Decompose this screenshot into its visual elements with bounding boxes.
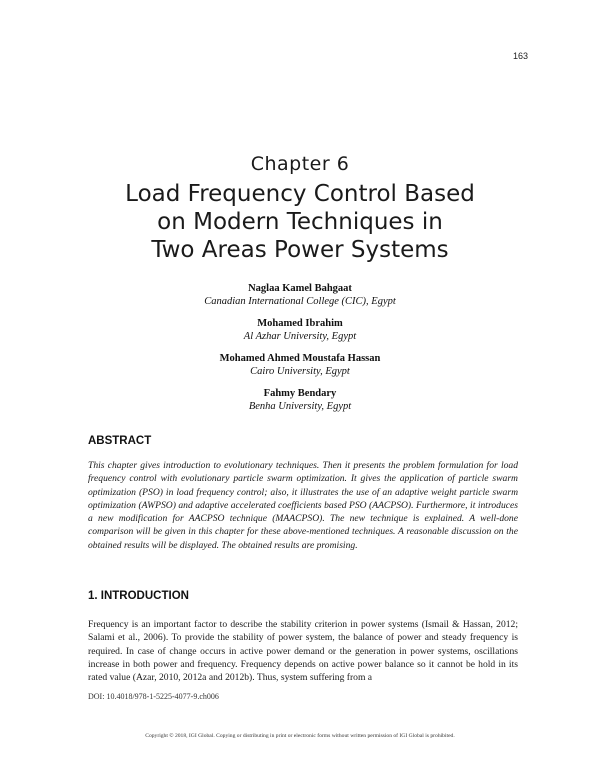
author-block (0, 282, 600, 308)
author-affiliation: Al Azhar University, Egypt (243, 331, 357, 342)
author-block (0, 317, 600, 343)
copyright-footer: Copyright © 2018, IGI Global. Copying or distributing in print or electronic forms without written permission of IGI Global is prohibited. (145, 733, 455, 739)
chapter-label: Chapter 6 (250, 153, 350, 175)
chapter-title (0, 180, 600, 264)
doi-line: DOI: 10.4018/978-1-5225-4077-9.ch006 (88, 692, 219, 701)
chapter-title-line: on Modern Techniques in (157, 209, 443, 235)
page-number: 163 (512, 51, 528, 61)
chapter-title-line: Load Frequency Control Based (125, 181, 475, 207)
author-name: Naglaa Kamel Bahgaat (248, 283, 352, 294)
author-affiliation: Canadian International College (CIC), Egypt (204, 296, 396, 307)
author-name: Fahmy Bendary (263, 388, 337, 399)
author-affiliation: Cairo University, Egypt (250, 366, 350, 377)
author-block (0, 352, 600, 378)
author-list (0, 282, 600, 422)
author-name: Mohamed Ahmed Moustafa Hassan (219, 353, 381, 364)
author-block (0, 387, 600, 413)
author-name: Mohamed Ibrahim (257, 318, 343, 329)
introduction-text: Frequency is an important factor to describe the stability criterion in power systems (Ismail & Hassan, 2012; Salami et al., 2006). To provide the stability of power system, the balance of power and steady frequency is required. In case of change occurs in active power demand or the generation in power systems, oscillations increase in both power and frequency. Frequency depends on active power balance so it cannot be hold in its rated value (Azar, 2010, 2012a and 2012b). Thus, system suffering from a (88, 619, 518, 684)
abstract-heading: ABSTRACT (88, 435, 152, 447)
author-affiliation: Benha University, Egypt (248, 401, 352, 412)
abstract-text: This chapter gives introduction to evolutionary techniques. Then it presents the problem formulation for load frequency control with evolutionary particle swarm optimization. It gives the application of particle swarm optimization (PSO) in load frequency control; also, it illustrates the use of an adaptive weight particle swarm optimization (AWPSO) and adaptive accelerated coefficients based PSO (AACPSO). Furthermore, it introduces a new modification for AACPSO technique (MAACPSO). The new technique is explained. A well-done comparison will be given in this chapter for these above-mentioned techniques. A reasonable discussion on the obtained results will be displayed. The obtained results are promising. (88, 460, 518, 551)
chapter-title-line: Two Areas Power Systems (151, 237, 449, 263)
introduction-heading: 1. INTRODUCTION (88, 590, 189, 602)
